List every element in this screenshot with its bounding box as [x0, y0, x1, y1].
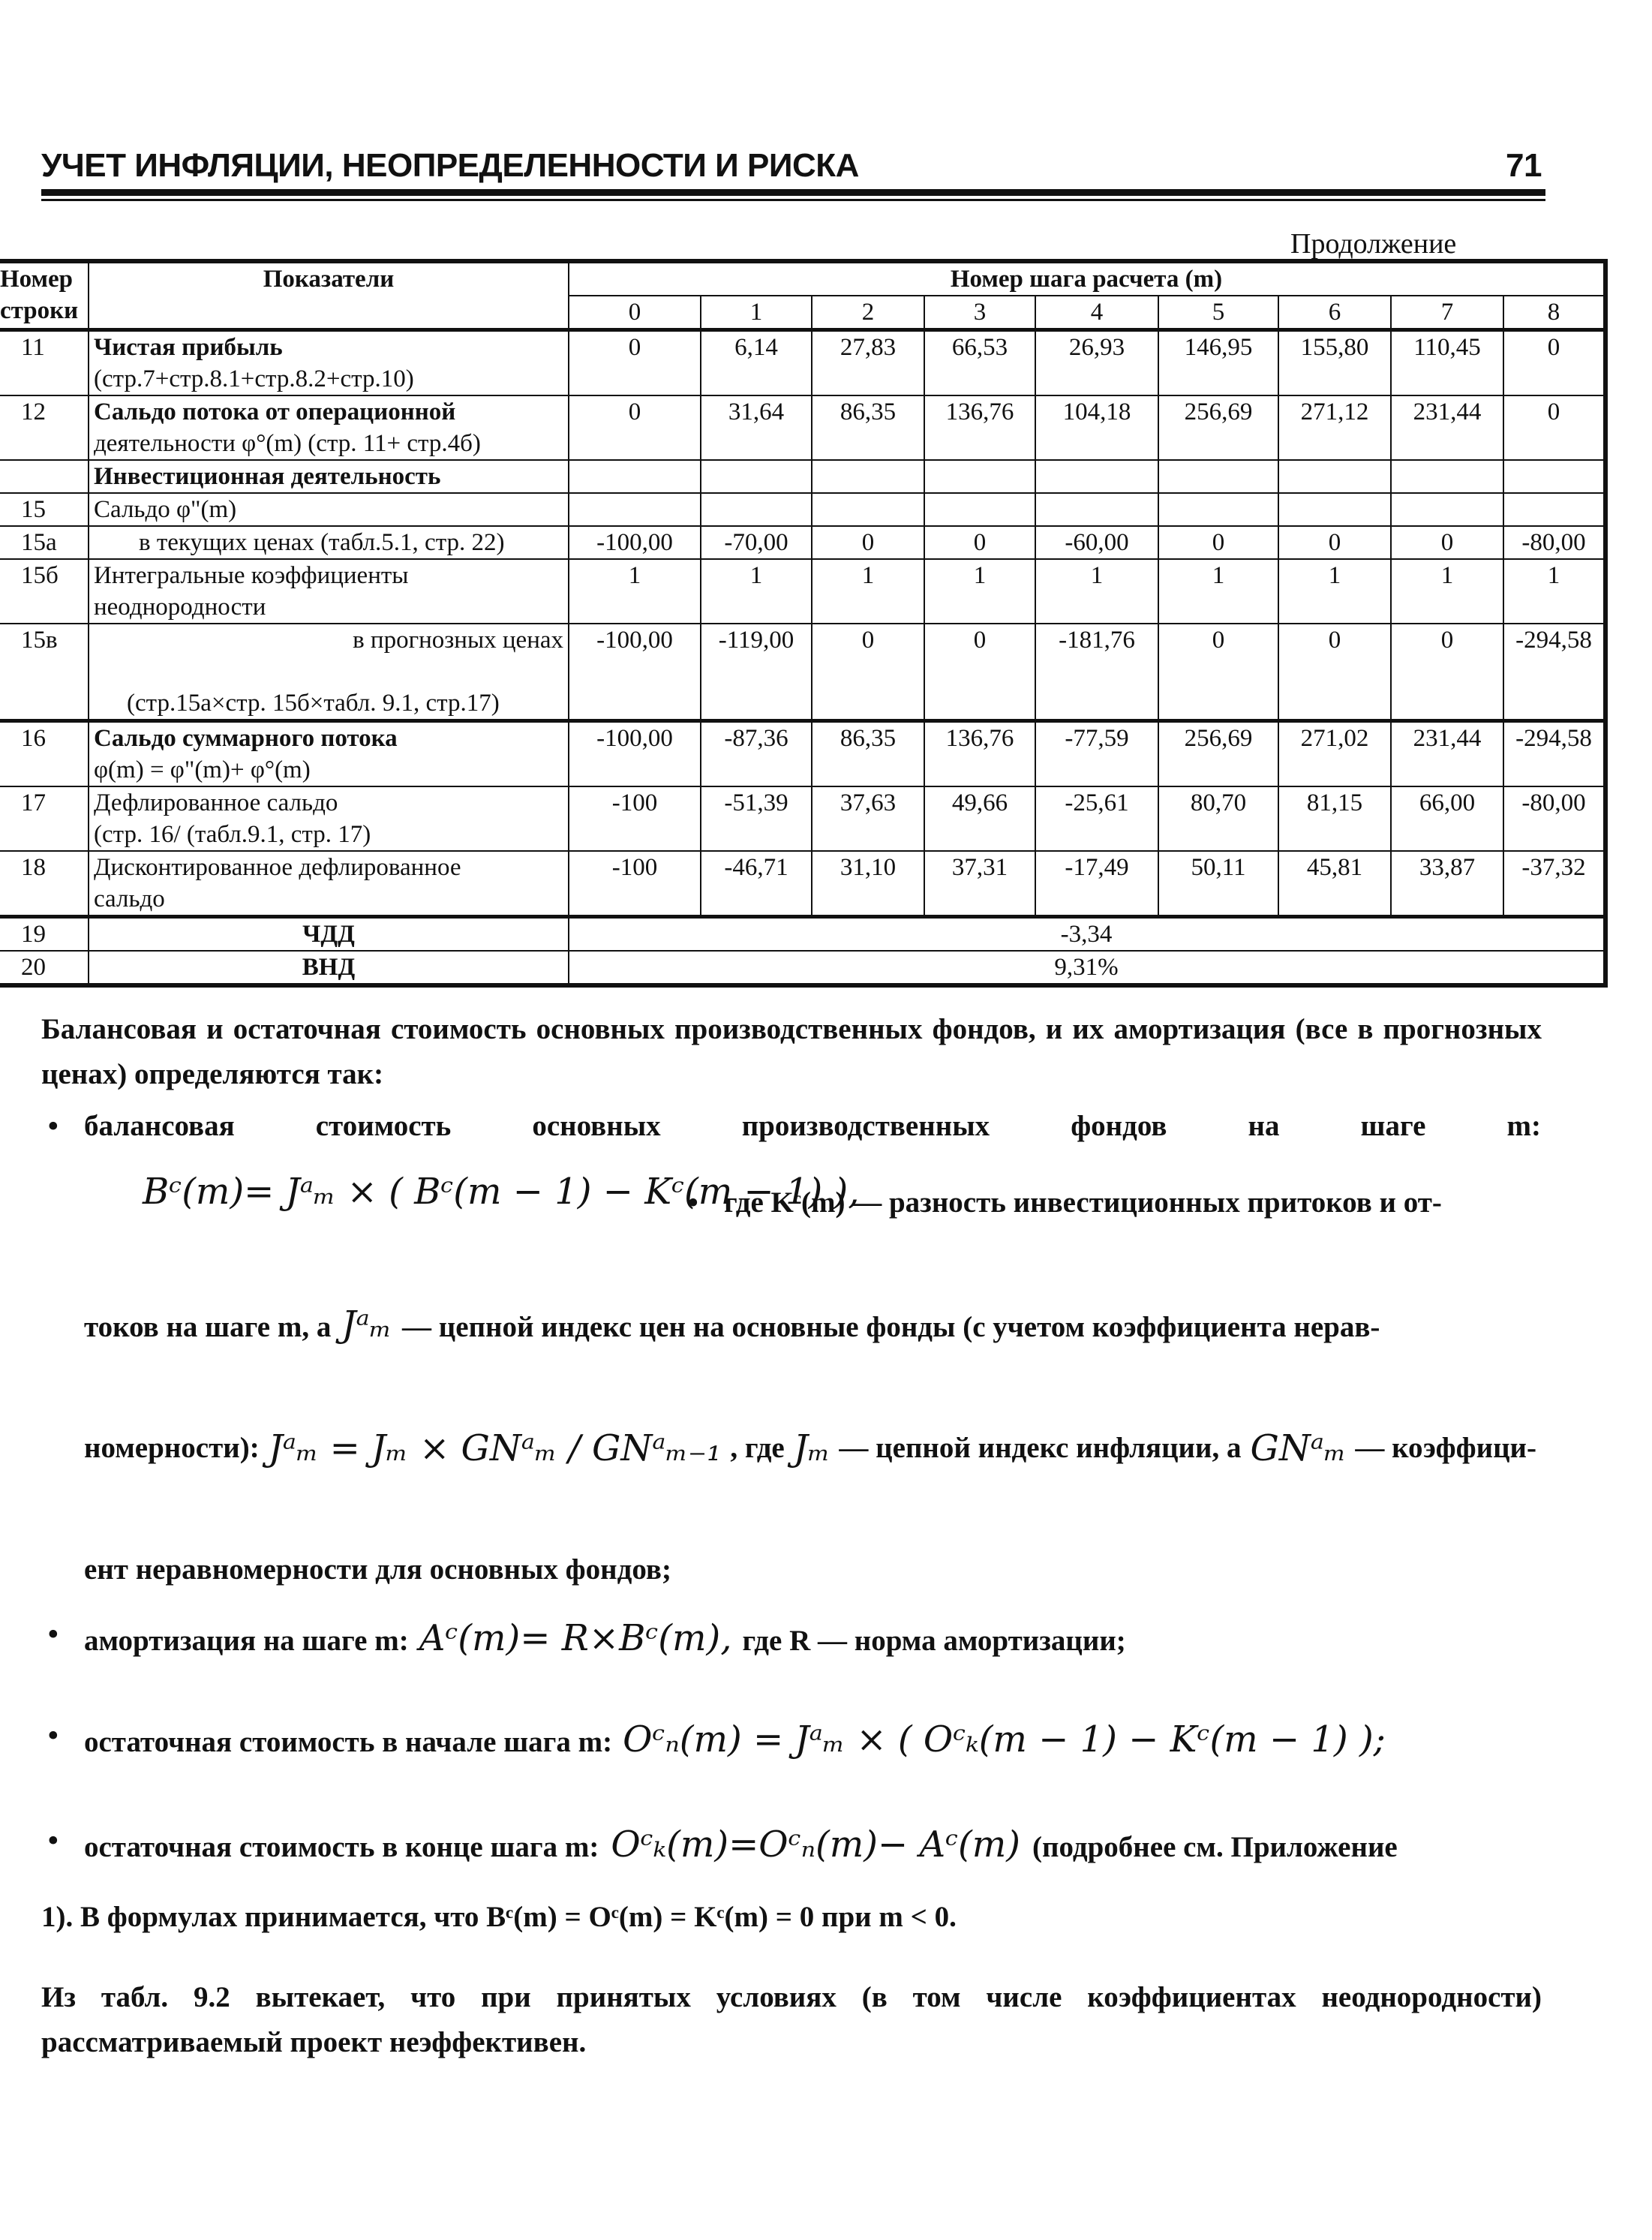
- row-label-line2: неоднородности: [94, 594, 266, 621]
- value-cell: 1: [1503, 559, 1605, 624]
- formula-residual-start: Oᶜₙ(m) = Jᵃₘ × ( Oᶜₖ(m − 1) − Kᶜ(m − 1) );: [623, 1718, 1386, 1760]
- residual-start-text: • остаточная стоимость в начале шага m:: [84, 1726, 613, 1758]
- bullet-balance-tail-text: где Kᶜ(m) — разность инвестиционных притоков и от-: [724, 1186, 1442, 1219]
- residual-end-tail: (подробнее см. Приложение: [1032, 1831, 1398, 1863]
- empty-cell: [812, 460, 924, 493]
- step-header-cell: 0: [569, 296, 701, 330]
- value-cell: 0: [1503, 330, 1605, 396]
- value-cell: -80,00: [1503, 786, 1605, 851]
- value-cell: 0: [1158, 624, 1278, 721]
- value-cell: 1: [812, 559, 924, 624]
- row-label: [89, 395, 569, 460]
- row-label: [89, 951, 569, 985]
- table-row: [0, 721, 1605, 787]
- value-cell: 1: [924, 559, 1035, 624]
- value-cell: 37,63: [812, 786, 924, 851]
- value-cell: 110,45: [1391, 330, 1503, 396]
- balance-line4: [84, 1426, 1539, 1471]
- page-number: 71: [1506, 147, 1542, 184]
- row-number: 19: [0, 917, 89, 952]
- table-row: [0, 493, 1605, 526]
- empty-cell: [1278, 493, 1391, 526]
- symbol-j-m: Jₘ: [793, 1427, 831, 1469]
- row-label-line1: Чистая прибыль: [94, 334, 283, 361]
- row-label-line2: φ(m) = φ"(m)+ φ°(m): [94, 756, 311, 783]
- value-cell: 0: [1391, 624, 1503, 721]
- value-cell: -294,58: [1503, 721, 1605, 787]
- value-cell: 0: [1158, 526, 1278, 559]
- value-cell: 37,31: [924, 851, 1035, 917]
- empty-cell: [1035, 493, 1158, 526]
- value-cell: 0: [569, 330, 701, 396]
- formula-amortization: Aᶜ(m)= R×Bᶜ(m),: [419, 1617, 732, 1659]
- bullet-residual-start: [84, 1718, 1386, 1760]
- table-row: [0, 917, 1605, 952]
- value-cell: 0: [812, 526, 924, 559]
- row-label: [89, 330, 569, 396]
- row-label: [89, 460, 569, 493]
- row-label-line2: сальдо: [94, 885, 165, 913]
- row-number: 17: [0, 786, 89, 851]
- value-cell: -25,61: [1035, 786, 1158, 851]
- row-label-line1: ВНД: [302, 954, 356, 981]
- value-cell: 146,95: [1158, 330, 1278, 396]
- value-cell: 256,69: [1158, 721, 1278, 787]
- value-cell: 0: [1503, 395, 1605, 460]
- value-cell: 271,02: [1278, 721, 1391, 787]
- value-cell: 0: [569, 395, 701, 460]
- empty-cell: [1035, 460, 1158, 493]
- header-row: [0, 261, 1605, 296]
- empty-cell: [812, 493, 924, 526]
- value-cell: -100,00: [569, 526, 701, 559]
- row-label-line1: Дефлированное сальдо: [94, 789, 338, 816]
- formula-chain-index: Jᵃₘ = Jₘ × GNᵃₘ / GNᵃₘ₋₁: [268, 1427, 722, 1469]
- table-row: [0, 786, 1605, 851]
- value-cell: -46,71: [701, 851, 812, 917]
- row-number: 16: [0, 721, 89, 787]
- row-label-line2: (стр.15а×стр. 15б×табл. 9.1, стр.17): [127, 690, 500, 717]
- step-header-cell: 8: [1503, 296, 1605, 330]
- value-cell: 45,81: [1278, 851, 1391, 917]
- empty-cell: [569, 493, 701, 526]
- value-cell: 31,10: [812, 851, 924, 917]
- step-header-cell: 6: [1278, 296, 1391, 330]
- row-number: 12: [0, 395, 89, 460]
- chapter-title: УЧЕТ ИНФЛЯЦИИ, НЕОПРЕДЕЛЕННОСТИ И РИСКА: [41, 147, 859, 184]
- value-cell: 0: [1278, 624, 1391, 721]
- empty-cell: [924, 460, 1035, 493]
- value-cell: -17,49: [1035, 851, 1158, 917]
- value-cell: 50,11: [1158, 851, 1278, 917]
- value-cell: 136,76: [924, 395, 1035, 460]
- merged-value-cell: -3,34: [569, 917, 1605, 952]
- empty-cell: [1158, 493, 1278, 526]
- row-label: [89, 917, 569, 952]
- bullet-balance-head: • балансовая стоимость основных производственных фондов на шаге m:: [84, 1109, 1541, 1143]
- value-cell: -80,00: [1503, 526, 1605, 559]
- value-cell: 1: [569, 559, 701, 624]
- value-cell: -100: [569, 786, 701, 851]
- empty-cell: [1278, 460, 1391, 493]
- value-cell: 1: [1035, 559, 1158, 624]
- row-number: 11: [0, 330, 89, 396]
- row-label-line1: Инвестиционная деятельность: [94, 463, 441, 490]
- balance-line3: [84, 1302, 1539, 1350]
- row-label-line1: Сальдо потока от операционной: [94, 398, 456, 425]
- value-cell: 1: [701, 559, 812, 624]
- row-label: [89, 493, 569, 526]
- balance-line4-c: — цепной индекс инфляции, а: [839, 1432, 1242, 1464]
- col-num-header-2: строки: [0, 297, 79, 324]
- value-cell: 104,18: [1035, 395, 1158, 460]
- row-label: [89, 559, 569, 624]
- value-cell: -294,58: [1503, 624, 1605, 721]
- step-header-cell: 3: [924, 296, 1035, 330]
- value-cell: 81,15: [1278, 786, 1391, 851]
- value-cell: 86,35: [812, 721, 924, 787]
- empty-cell: [1391, 460, 1503, 493]
- row-label-line1: в текущих ценах (табл.5.1, стр. 22): [139, 529, 505, 556]
- step-header-cell: 1: [701, 296, 812, 330]
- formula-balance: Bᶜ(m)= Jᵃₘ × ( Bᶜ(m − 1) − Kᶜ(m − 1) ),: [143, 1171, 860, 1213]
- symbol-j-a-m: Jᵃₘ: [341, 1303, 392, 1346]
- balance-line5: ент неравномерности для основных фондов;: [84, 1553, 671, 1586]
- value-cell: -100,00: [569, 624, 701, 721]
- symbol-gn-a-m: GNᵃₘ: [1250, 1427, 1347, 1469]
- table-row: [0, 460, 1605, 493]
- step-header-cell: 7: [1391, 296, 1503, 330]
- value-cell: -37,32: [1503, 851, 1605, 917]
- value-cell: 0: [924, 624, 1035, 721]
- value-cell: -100,00: [569, 721, 701, 787]
- row-label-line2: деятельности φ°(m) (стр. 11+ стр.4б): [94, 430, 481, 457]
- step-header-cell: 4: [1035, 296, 1158, 330]
- value-cell: 0: [1278, 526, 1391, 559]
- conclusion-paragraph: Из табл. 9.2 вытекает, что при принятых условиях (в том числе коэффициентах неоднородности) рассматриваемый проект неэффективен.: [41, 1981, 1542, 2058]
- value-cell: 155,80: [1278, 330, 1391, 396]
- step-header-cell: 2: [812, 296, 924, 330]
- value-cell: -60,00: [1035, 526, 1158, 559]
- empty-cell: [1503, 493, 1605, 526]
- balance-line4-b: , где: [730, 1432, 785, 1464]
- empty-cell: [1391, 493, 1503, 526]
- value-cell: 0: [924, 526, 1035, 559]
- row-label: [89, 786, 569, 851]
- residual-end-text: • остаточная стоимость в конце шага m:: [84, 1831, 599, 1863]
- col-steps-header: Номер шага расчета (m): [569, 261, 1605, 296]
- value-cell: 0: [1391, 526, 1503, 559]
- row-label: [89, 624, 569, 721]
- row-label: [89, 721, 569, 787]
- amortization-text: • амортизация на шаге m:: [84, 1625, 409, 1657]
- row-number: 15: [0, 493, 89, 526]
- step-header-cell: 5: [1158, 296, 1278, 330]
- value-cell: 31,64: [701, 395, 812, 460]
- value-cell: 1: [1391, 559, 1503, 624]
- formulas-note: 1). В формулах принимается, что Bᶜ(m) = Oᶜ(m) = Kᶜ(m) = 0 при m < 0.: [41, 1901, 957, 1933]
- value-cell: 86,35: [812, 395, 924, 460]
- empty-cell: [924, 493, 1035, 526]
- col-indicators-header: Показатели: [89, 261, 569, 330]
- header-rule: [41, 189, 1545, 196]
- table-row: [0, 330, 1605, 396]
- row-number: 15а: [0, 526, 89, 559]
- value-cell: 66,00: [1391, 786, 1503, 851]
- row-label-line1: Сальдо φ"(m): [94, 496, 237, 523]
- bullet-amortization: [84, 1617, 1126, 1659]
- row-number: 15б: [0, 559, 89, 624]
- value-cell: -181,76: [1035, 624, 1158, 721]
- value-cell: 1: [1158, 559, 1278, 624]
- balance-line4-d: — коэффици-: [1355, 1432, 1537, 1464]
- row-number: 20: [0, 951, 89, 985]
- row-label-line2: (стр.7+стр.8.1+стр.8.2+стр.10): [94, 365, 414, 392]
- value-cell: -70,00: [701, 526, 812, 559]
- table-row: [0, 624, 1605, 721]
- table-row: [0, 526, 1605, 559]
- value-cell: 256,69: [1158, 395, 1278, 460]
- amortization-tail: где R — норма амортизации;: [742, 1625, 1126, 1657]
- row-number: 18: [0, 851, 89, 917]
- value-cell: 26,93: [1035, 330, 1158, 396]
- value-cell: 1: [1278, 559, 1391, 624]
- data-table: [0, 259, 1608, 988]
- row-label-line2: (стр. 16/ (табл.9.1, стр. 17): [94, 821, 371, 848]
- value-cell: 27,83: [812, 330, 924, 396]
- value-cell: 0: [812, 624, 924, 721]
- value-cell: 271,12: [1278, 395, 1391, 460]
- row-label-line1: ЧДД: [302, 921, 355, 948]
- running-header: [41, 147, 1542, 185]
- table-row: [0, 559, 1605, 624]
- value-cell: 80,70: [1158, 786, 1278, 851]
- row-number: 15в: [0, 624, 89, 721]
- balance-line4-a: номерности):: [84, 1432, 260, 1464]
- table-row: [0, 851, 1605, 917]
- row-number: [0, 460, 89, 493]
- value-cell: 66,53: [924, 330, 1035, 396]
- header-rule-thin: [41, 199, 1545, 201]
- empty-cell: [701, 460, 812, 493]
- row-label: [89, 526, 569, 559]
- empty-cell: [701, 493, 812, 526]
- row-label-line1: в прогнозных ценах: [353, 627, 563, 654]
- bullet-residual-end: [84, 1824, 1541, 1866]
- empty-cell: [1503, 460, 1605, 493]
- value-cell: -87,36: [701, 721, 812, 787]
- value-cell: -100: [569, 851, 701, 917]
- empty-cell: [1158, 460, 1278, 493]
- value-cell: 49,66: [924, 786, 1035, 851]
- table-row: [0, 951, 1605, 985]
- value-cell: 231,44: [1391, 395, 1503, 460]
- value-cell: 136,76: [924, 721, 1035, 787]
- intro-paragraph: Балансовая и остаточная стоимость основных производственных фондов, и их амортизация (все в прогнозных ценах) определяются так:: [41, 1013, 1542, 1090]
- row-label-line1: Дисконтированное дефлированное: [94, 854, 461, 881]
- col-num-header-1: Номер: [0, 266, 74, 293]
- merged-value-cell: 9,31%: [569, 951, 1605, 985]
- value-cell: 6,14: [701, 330, 812, 396]
- value-cell: -119,00: [701, 624, 812, 721]
- value-cell: -51,39: [701, 786, 812, 851]
- row-label: [89, 851, 569, 917]
- value-cell: -77,59: [1035, 721, 1158, 787]
- table-row: [0, 395, 1605, 460]
- row-label-line1: Интегральные коэффициенты: [94, 562, 409, 589]
- balance-line3-a: токов на шаге m, а: [84, 1311, 332, 1343]
- row-label-line1: Сальдо суммарного потока: [94, 725, 398, 752]
- continuation-label: Продолжение: [1290, 228, 1457, 260]
- value-cell: 33,87: [1391, 851, 1503, 917]
- formula-residual-end: Oᶜₖ(m)=Oᶜₙ(m)− Aᶜ(m): [611, 1824, 1021, 1866]
- value-cell: 231,44: [1391, 721, 1503, 787]
- bullet-balance-tail: [724, 1186, 1442, 1219]
- empty-cell: [569, 460, 701, 493]
- balance-line3-b: — цепной индекс цен на основные фонды (с учетом коэффициента нерав-: [402, 1311, 1380, 1343]
